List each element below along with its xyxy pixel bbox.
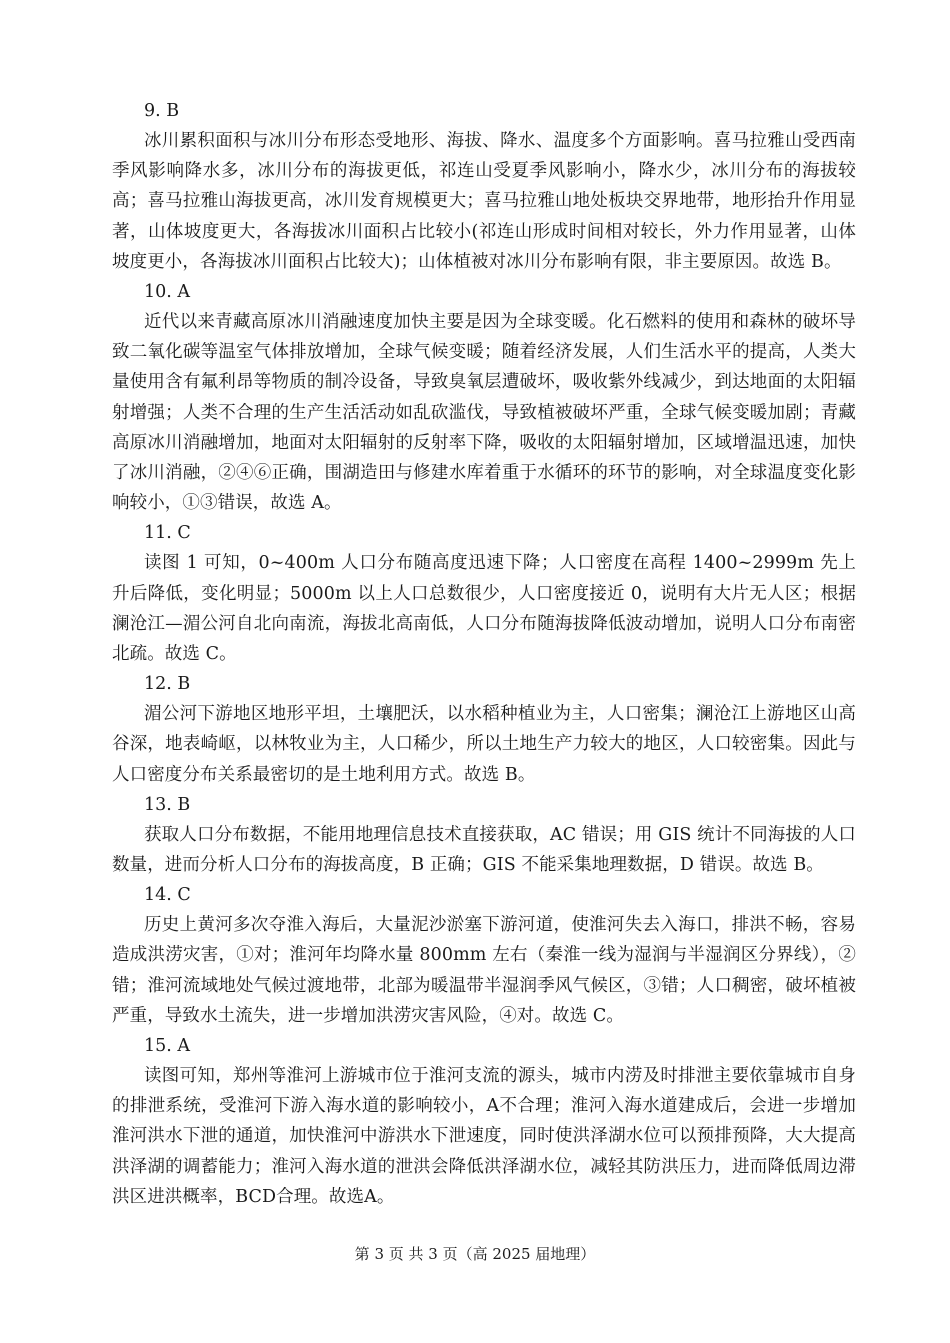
answer-section-12 [112, 669, 856, 790]
question-number: 10. A [144, 282, 191, 303]
answer-section-15 [112, 1031, 856, 1212]
answer-explanation: 近代以来青藏高原冰川消融速度加快主要是因为全球变暖。化石燃料的使用和森林的破坏导致二氧化碳等温室气体排放增加，全球气候变暖；随着经济发展，人们生活水平的提高，人类大量使用含有氟利昂等物质的制冷设备，导致臭氧层遭破坏，吸收紫外线减少，到达地面的太阳辐射增强；人类不合理的生产生活活动如乱砍滥伐，导致植被破坏严重，全球气候变暖加剧；青藏高原冰川消融增加，地面对太阳辐射的反射率下降，吸收的太阳辐射增加，区域增温迅速，加快了冰川消融，②④⑥正确，围湖造田与修建水库着重于水循环的环节的影响，对全球温度变化影响较小，①③错误，故选 A。 [112, 312, 856, 514]
question-number: 14. C [144, 885, 191, 906]
answer-explanation: 读图可知，郑州等淮河上游城市位于淮河支流的源头，城市内涝及时排泄主要依靠城市自身的排泄系统，受淮河下游入海水道的影响较小，A不合理；淮河入海水道建成后，会进一步增加淮河洪水下泄的通道，加快淮河中游洪水下泄速度，同时使洪泽湖水位可以预排预降，大大提高洪泽湖的调蓄能力；淮河入海水道的泄洪会降低洪泽湖水位，减轻其防洪压力，进而降低周边滞洪区进洪概率，BCD合理。故选A。 [112, 1066, 856, 1207]
page-footer: 第 3 页 共 3 页（高 2025 届地理） [354, 1245, 596, 1263]
question-number: 9. B [144, 101, 180, 121]
question-number: 15. A [144, 1036, 191, 1057]
answer-section-9 [112, 96, 856, 277]
answer-explanation: 历史上黄河多次夺淮入海后，大量泥沙淤塞下游河道，使淮河失去入海口，排洪不畅，容易造成洪涝灾害，①对；淮河年均降水量 800mm 左右（秦淮一线为湿润与半湿润区分界线），②错；淮河流域地处气候过渡地带，北部为暖温带半湿润季风气候区，③错；人口稠密，破坏植被严重，导致水土流失，进一步增加洪涝灾害风险，④对。故选 C。 [112, 915, 856, 1026]
answer-section-13 [112, 790, 856, 880]
question-number: 12. B [144, 674, 191, 695]
answer-explanation: 冰川累积面积与冰川分布形态受地形、海拔、降水、温度多个方面影响。喜马拉雅山受西南季风影响降水多，冰川分布的海拔更低，祁连山受夏季风影响小，降水少，冰川分布的海拔较高；喜马拉雅山海拔更高，冰川发育规模更大；喜马拉雅山地处板块交界地带，地形抬升作用显著，山体坡度更大，各海拔冰川面积占比较小(祁连山形成时间相对较长，外力作用显著，山体坡度更小，各海拔冰川面积占比较大)；山体植被对冰川分布影响有限，非主要原因。故选 B。 [112, 131, 856, 272]
question-number: 13. B [144, 794, 191, 815]
answer-explanation: 湄公河下游地区地形平坦，土壤肥沃，以水稻种植业为主，人口密集；澜沧江上游地区山高谷深，地表崎岖，以林牧业为主，人口稀少，所以土地生产力较大的地区，人口较密集。因此与人口密度分布关系最密切的是土地利用方式。故选 B。 [112, 704, 856, 785]
answer-section-11 [112, 518, 856, 669]
answer-section-14 [112, 880, 856, 1031]
answer-document [112, 96, 856, 1212]
question-number: 11. C [144, 523, 191, 544]
answer-explanation: 读图 1 可知，0~400m 人口分布随高度迅速下降；人口密度在高程 1400~2999m 先上升后降低，变化明显；5000m 以上人口总数很少，人口密度接近 0，说明有大片无人区；根据澜沧江—湄公河自北向南流，海拔北高南低，人口分布随海拔降低波动增加，说明人口分布南密北疏。故选 C。 [112, 553, 856, 665]
answer-explanation: 获取人口分布数据，不能用地理信息技术直接获取，AC 错误；用 GIS 统计不同海拔的人口数量，进而分析人口分布的海拔高度，B 正确；GIS 不能采集地理数据，D 错误。故选 B。 [112, 824, 856, 876]
answer-section-10 [112, 277, 856, 518]
